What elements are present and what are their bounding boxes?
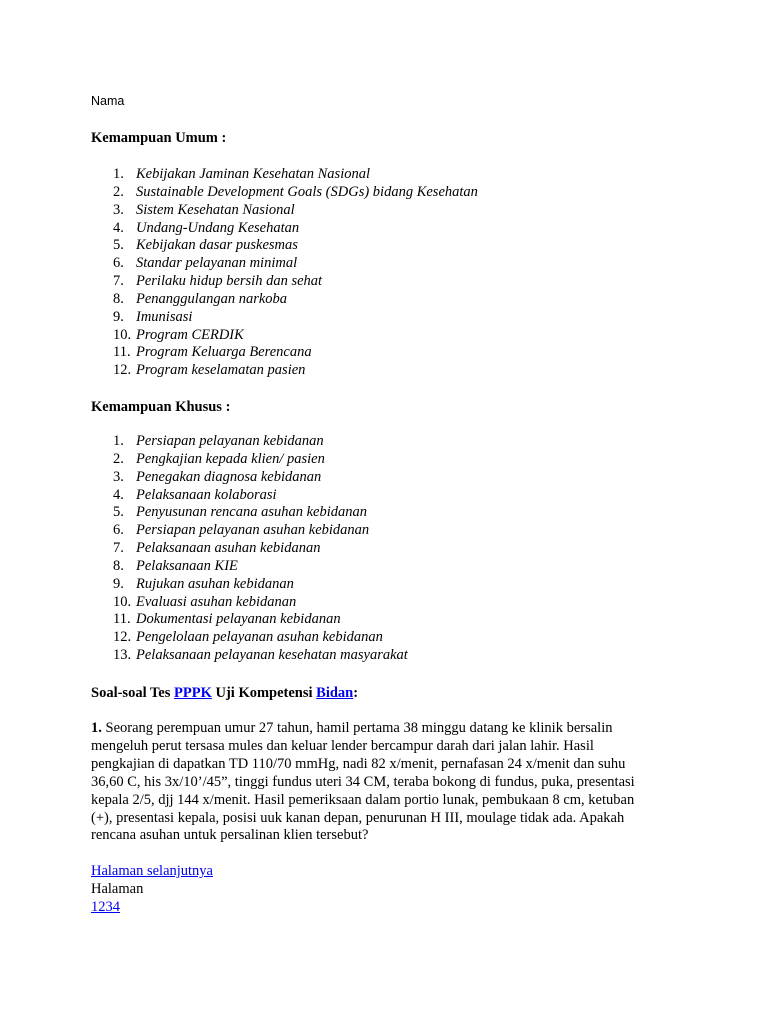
page-numbers-link[interactable]: 1234 bbox=[91, 899, 120, 915]
kemampuan-umum-item bbox=[91, 220, 478, 238]
question-line: mengeluh perut tersasa mules dan keluar lender bercampur darah dari jalan lahir. Hasil bbox=[91, 737, 594, 754]
kemampuan-khusus-item bbox=[91, 522, 408, 540]
soal-heading-prefix: Soal-soal Tes bbox=[91, 685, 174, 701]
question-line bbox=[91, 720, 691, 738]
kemampuan-umum-item bbox=[91, 291, 478, 309]
list-item-number: 3. bbox=[113, 468, 124, 485]
question-line: rencana asuhan untuk persalinan klien tersebut? bbox=[91, 827, 369, 844]
question-line: kepala 2/5, djj 144 x/menit. Hasil pemeriksaan dalam portio lunak, pembukaan 8 cm, ketuban bbox=[91, 791, 635, 808]
soal-heading-middle: Uji Kompetensi bbox=[211, 685, 317, 701]
kemampuan-umum-list bbox=[91, 166, 478, 380]
list-item-text: Kebijakan dasar puskesmas bbox=[136, 237, 298, 254]
list-item-number: 4. bbox=[113, 219, 124, 236]
kemampuan-umum-item bbox=[91, 202, 478, 220]
kemampuan-umum-item bbox=[91, 184, 478, 202]
kemampuan-umum-heading: Kemampuan Umum : bbox=[91, 130, 227, 146]
list-item-number: 7. bbox=[113, 273, 124, 290]
list-item-number: 10. bbox=[113, 593, 132, 610]
list-item-text: Persiapan pelayanan kebidanan bbox=[136, 433, 324, 449]
list-item-text: Dokumentasi pelayanan kebidanan bbox=[136, 611, 341, 628]
kemampuan-khusus-item bbox=[91, 629, 408, 647]
soal-heading-suffix: : bbox=[353, 685, 359, 701]
next-page-link[interactable]: Halaman selanjutnya bbox=[91, 863, 213, 879]
list-item-text: Penanggulangan narkoba bbox=[136, 290, 288, 307]
kemampuan-umum-item bbox=[91, 362, 478, 380]
list-item-text: Persiapan pelayanan asuhan kebidanan bbox=[136, 522, 370, 539]
kemampuan-umum-item bbox=[91, 237, 478, 255]
kemampuan-umum-item bbox=[91, 166, 478, 184]
kemampuan-umum-item bbox=[91, 327, 478, 345]
pppk-link[interactable]: PPPK bbox=[174, 685, 212, 701]
list-item-number: 11. bbox=[113, 611, 131, 628]
pages-label: Halaman bbox=[91, 881, 144, 897]
list-item-number: 6. bbox=[113, 522, 124, 539]
list-item-text: Penegakan diagnosa kebidanan bbox=[136, 468, 322, 485]
list-item-number: 1. bbox=[113, 166, 124, 182]
list-item-text: Sustainable Development Goals (SDGs) bidang Kesehatan bbox=[136, 183, 478, 200]
list-item-text: Perilaku hidup bersih dan sehat bbox=[136, 273, 323, 290]
list-item-number: 10. bbox=[113, 326, 132, 343]
list-item-text: Evaluasi asuhan kebidanan bbox=[136, 593, 297, 610]
list-item-text: Program CERDIK bbox=[136, 326, 244, 343]
kemampuan-khusus-item bbox=[91, 647, 408, 665]
list-item-number: 8. bbox=[113, 290, 124, 307]
list-item-number: 5. bbox=[113, 237, 124, 254]
list-item-text: Undang-Undang Kesehatan bbox=[136, 219, 300, 236]
list-item-text: Pengelolaan pelayanan asuhan kebidanan bbox=[136, 629, 383, 646]
list-item-number: 2. bbox=[113, 183, 124, 200]
kemampuan-khusus-item bbox=[91, 469, 408, 487]
kemampuan-khusus-item bbox=[91, 558, 408, 576]
list-item-text: Standar pelayanan minimal bbox=[136, 255, 298, 272]
list-item-text: Penyusunan rencana asuhan kebidanan bbox=[136, 504, 368, 521]
question-line-text: Seorang perempuan umur 27 tahun, hamil pertama 38 minggu datang ke klinik bersalin bbox=[101, 720, 613, 736]
list-item-number: 3. bbox=[113, 201, 124, 218]
question-1 bbox=[91, 720, 691, 845]
list-item-text: Imunisasi bbox=[136, 308, 193, 325]
kemampuan-umum-item bbox=[91, 309, 478, 327]
question-line: 36,60 C, his 3x/10’/45”, tinggi fundus uteri 34 CM, teraba bokong di fundus, puka, presentasi bbox=[91, 773, 635, 790]
kemampuan-khusus-item bbox=[91, 504, 408, 522]
kemampuan-khusus-item bbox=[91, 576, 408, 594]
question-number: 1. bbox=[91, 720, 102, 736]
kemampuan-umum-item bbox=[91, 273, 478, 291]
list-item-text: Sistem Kesehatan Nasional bbox=[136, 201, 295, 218]
kemampuan-umum-item bbox=[91, 344, 478, 362]
list-item-text: Program keselamatan pasien bbox=[136, 362, 306, 379]
list-item-number: 2. bbox=[113, 450, 124, 467]
list-item-text: Pelaksanaan asuhan kebidanan bbox=[136, 540, 321, 557]
list-item-text: Pelaksanaan KIE bbox=[136, 557, 238, 574]
list-item-number: 5. bbox=[113, 504, 124, 521]
list-item-number: 11. bbox=[113, 344, 131, 361]
list-item-number: 13. bbox=[113, 647, 132, 664]
list-item-number: 1. bbox=[113, 433, 124, 449]
kemampuan-khusus-item bbox=[91, 433, 408, 451]
list-item-text: Pengkajian kepada klien/ pasien bbox=[136, 450, 325, 467]
kemampuan-khusus-item bbox=[91, 594, 408, 612]
list-item-text: Rujukan asuhan kebidanan bbox=[136, 575, 294, 592]
list-item-text: Pelaksanaan pelayanan kesehatan masyarakat bbox=[136, 647, 408, 664]
question-line: pengkajian di dapatkan TD 110/70 mmHg, nadi 82 x/menit, pernafasan 24 x/menit dan suhu bbox=[91, 755, 626, 772]
list-item-number: 8. bbox=[113, 557, 124, 574]
page-navigation bbox=[91, 862, 213, 916]
list-item-number: 4. bbox=[113, 486, 124, 503]
list-item-number: 9. bbox=[113, 575, 124, 592]
kemampuan-khusus-item bbox=[91, 487, 408, 505]
list-item-text: Pelaksanaan kolaborasi bbox=[136, 486, 277, 503]
list-item-number: 12. bbox=[113, 362, 132, 379]
kemampuan-khusus-item bbox=[91, 451, 408, 469]
name-label: Nama bbox=[91, 94, 125, 108]
question-line: (+), presentasi kepala, posisi uuk kanan depan, penurunan H III, moulage tidak ada. Apakah bbox=[91, 809, 625, 826]
list-item-number: 12. bbox=[113, 629, 132, 646]
kemampuan-khusus-heading: Kemampuan Khusus : bbox=[91, 399, 231, 415]
kemampuan-khusus-item bbox=[91, 611, 408, 629]
bidan-link[interactable]: Bidan bbox=[316, 685, 354, 701]
kemampuan-khusus-item bbox=[91, 540, 408, 558]
kemampuan-khusus-list bbox=[91, 433, 408, 665]
list-item-number: 7. bbox=[113, 540, 124, 557]
list-item-text: Program Keluarga Berencana bbox=[136, 344, 312, 361]
kemampuan-umum-item bbox=[91, 255, 478, 273]
soal-heading bbox=[91, 684, 358, 702]
list-item-number: 6. bbox=[113, 255, 124, 272]
list-item-number: 9. bbox=[113, 308, 124, 325]
list-item-text: Kebijakan Jaminan Kesehatan Nasional bbox=[136, 166, 370, 182]
